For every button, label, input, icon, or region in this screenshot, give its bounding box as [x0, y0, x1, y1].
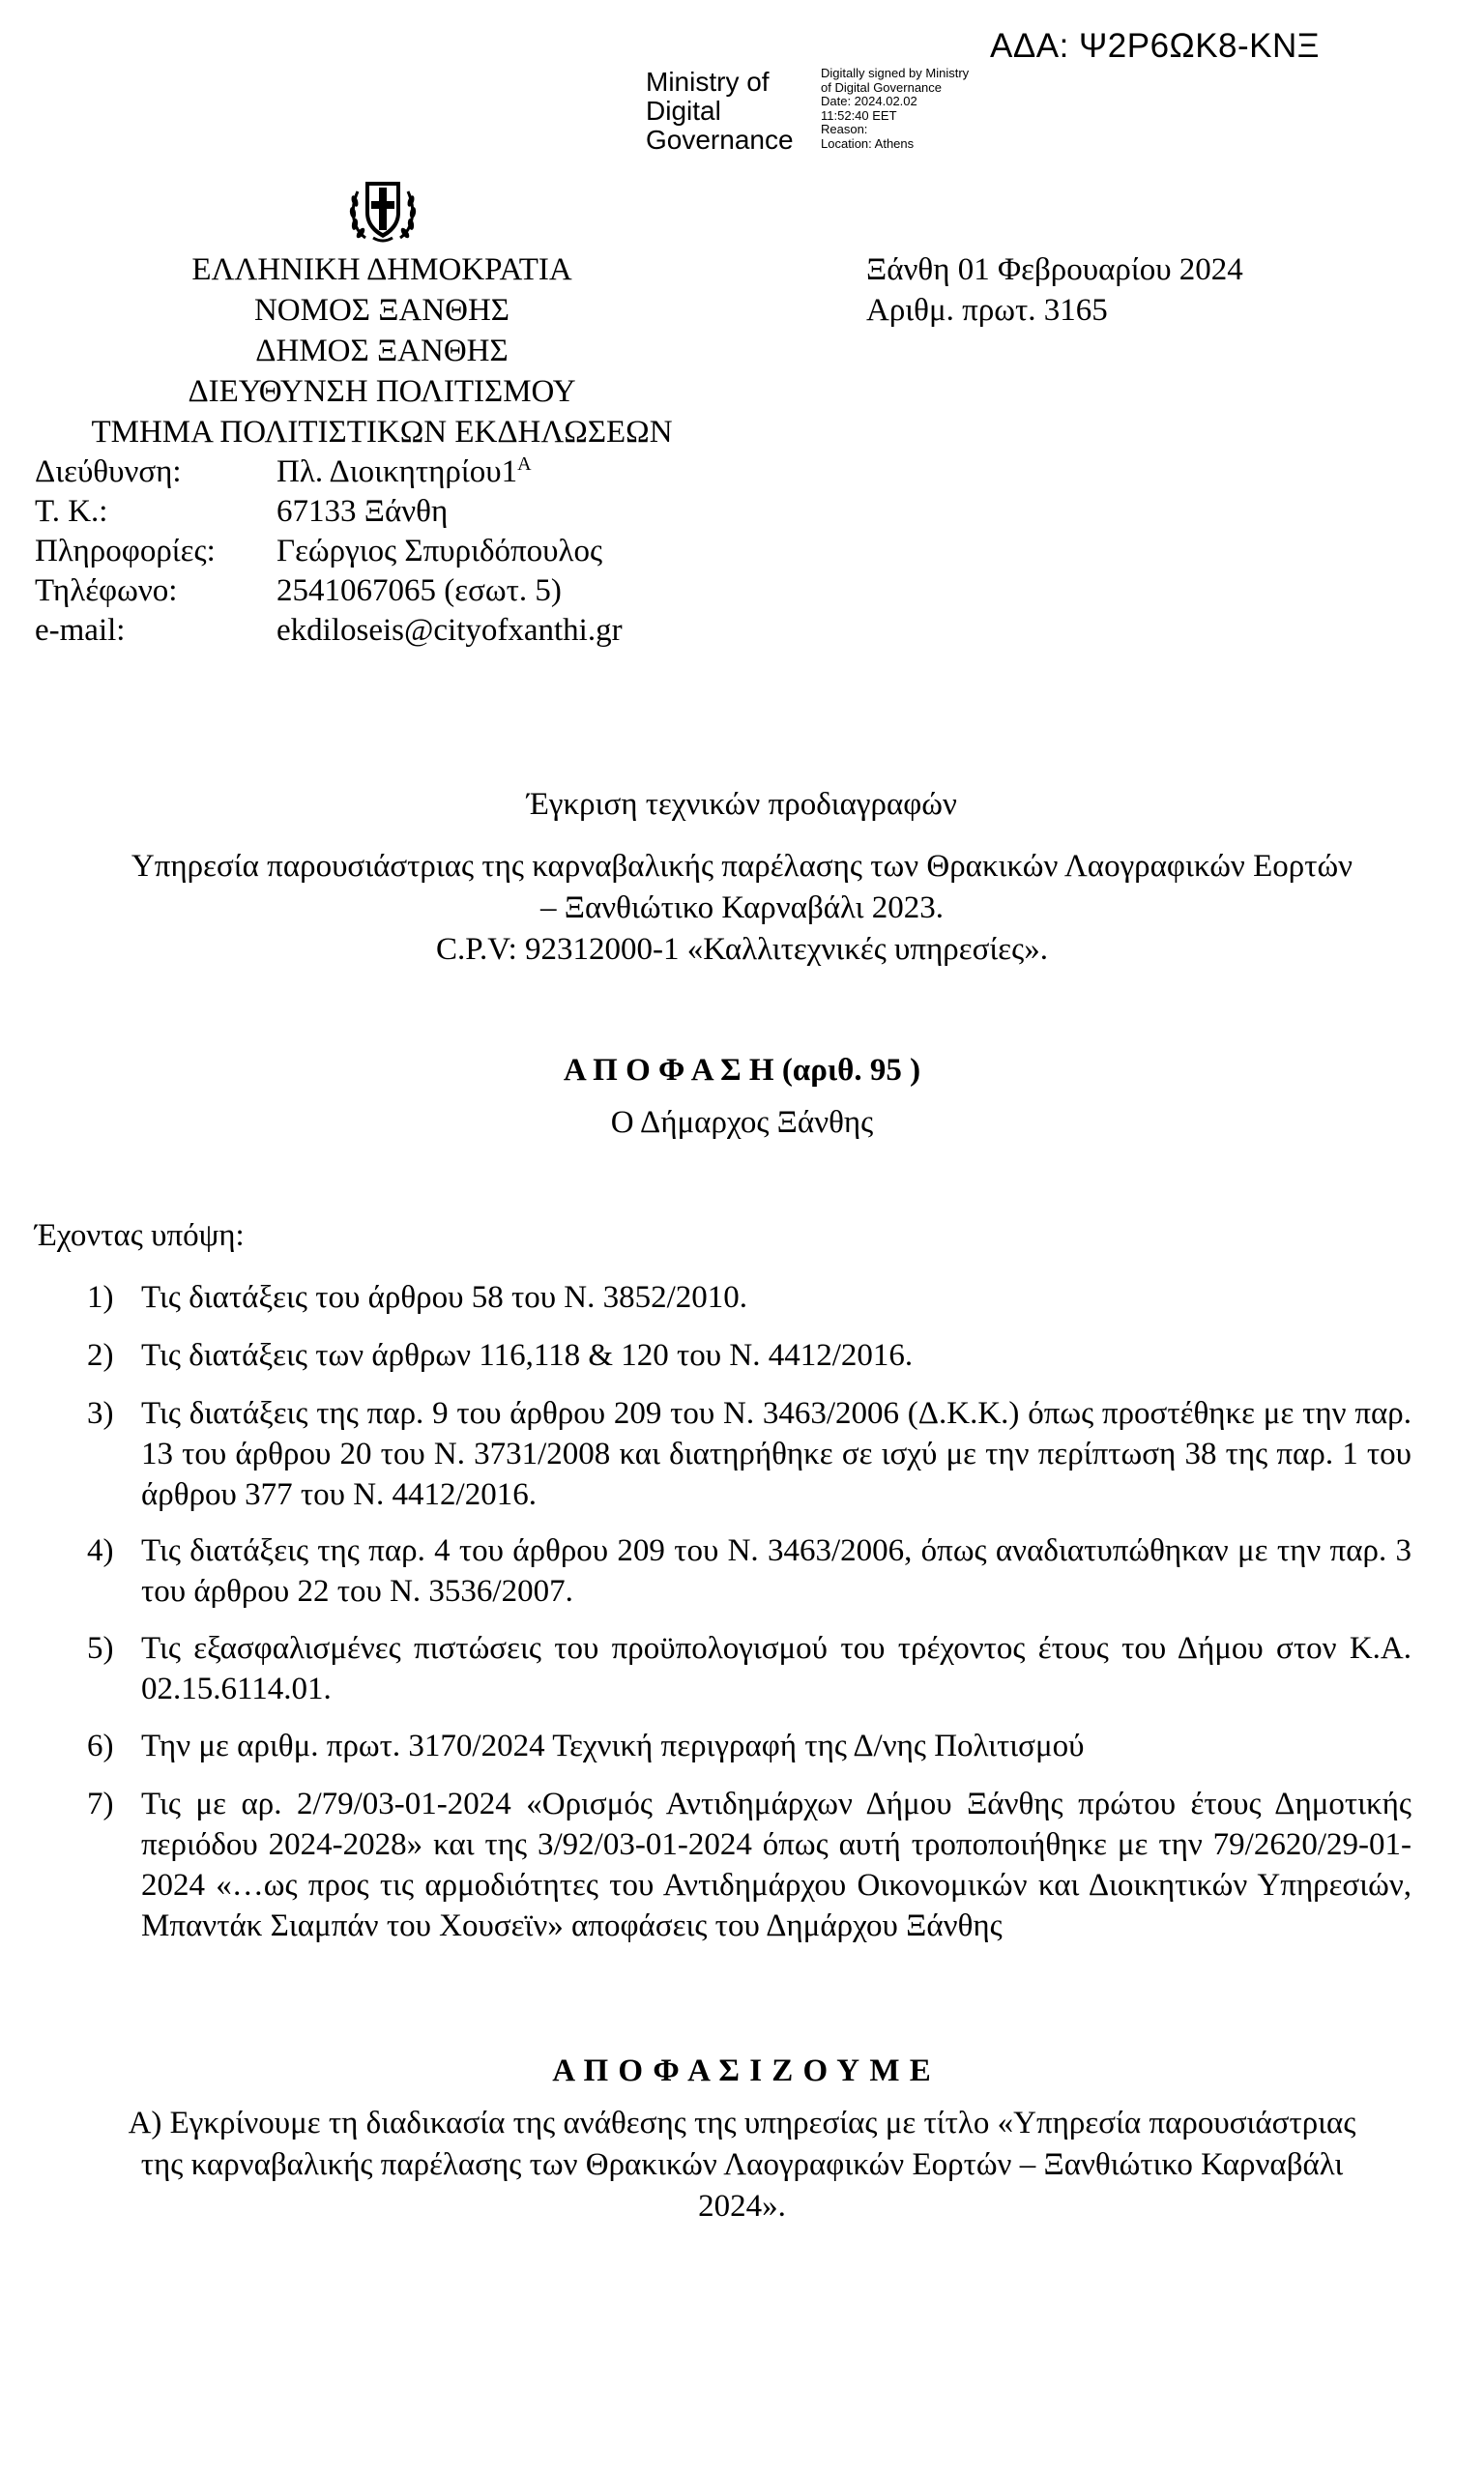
issuer-line: ΝΟΜΟΣ ΞΑΝΘΗΣ	[253, 293, 510, 328]
postal-label: Τ. Κ.:	[35, 494, 108, 529]
digital-signature-details: Digitally signed by Ministry of Digital Governance Date: 2024.02.02 11:52:40 EET Reason: Location: Athens	[821, 66, 970, 151]
subject-line: Υπηρεσία παρουσιάστριας της καρναβαλικής παρέλασης των Θρακικών Λαογραφικών Εορτών	[131, 849, 1353, 884]
resolution-line: 2024».	[698, 2189, 786, 2224]
phone-label: Τηλέφωνο:	[35, 573, 178, 608]
email-value: ekdiloseis@cityofxanthi.gr	[276, 613, 623, 648]
decision-subtitle: Ο Δήμαρχος Ξάνθης	[610, 1105, 874, 1140]
resolution-line: Α) Εγκρίνουμε τη διαδικασία της ανάθεσης της υπηρεσίας με τίτλο «Υπηρεσία παρουσιάστριας	[128, 2106, 1356, 2140]
list-item-text: Τις διατάξεις των άρθρων 116,118 & 120 του Ν. 4412/2016.	[141, 1338, 914, 1373]
postal-value: 67133 Ξάνθη	[276, 494, 449, 529]
decision-title: Α Π Ο Φ Α Σ Η (αριθ. 95 )	[563, 1053, 921, 1088]
protocol-number: Αριθμ. πρωτ. 3165	[866, 293, 1108, 328]
list-item	[87, 1393, 1411, 1515]
contact-row-address	[35, 452, 623, 492]
list-item	[87, 1628, 1411, 1709]
list-item-number: 1)	[87, 1280, 114, 1315]
address-label: Διεύθυνση:	[35, 454, 182, 489]
issuer-block	[0, 249, 764, 452]
contact-row-postal	[35, 492, 623, 532]
address-value: Πλ. $\Delta\iota o\iota\kappa\eta\tau\eta\rho ίo\upsilon 1^A$	[276, 453, 532, 489]
list-item	[87, 1335, 1411, 1376]
contact-row-phone	[35, 571, 623, 611]
document-date: Ξάνθη 01 Φεβρουαρίου 2024	[866, 252, 1243, 287]
list-item-number: 6)	[87, 1729, 114, 1763]
contact-row-info	[35, 532, 623, 571]
issuer-line: ΔΗΜΟΣ ΞΑΝΘΗΣ	[255, 334, 509, 368]
list-item-text: Τις με αρ. 2/79/03-01-2024 «Ορισμός Αντιδημάρχων Δήμου Ξάνθης πρώτου έτους Δημοτικής περιόδου 2024-2028» και της 3/92/03-01-2024 όπως αυτή τροποποιήθηκε με την 79/2620/29-01-2024 «…ως προς τις αρμοδιότητες του Αντιδημάρχου Οικονομικών και Διοικητικών Υπηρεσιών, Μπαντάκ Σιαμπάν του Χουσεϊν» αποφάσεις του Δημάρχου Ξάνθης	[141, 1787, 1411, 1943]
email-label: e-mail:	[35, 613, 126, 648]
cpv-line: C.P.V: 92312000-1 «Καλλιτεχνικές υπηρεσίες».	[436, 932, 1048, 967]
contact-details	[35, 452, 623, 651]
list-item	[87, 1784, 1411, 1946]
considering-intro: Έχοντας υπόψη:	[35, 1218, 245, 1253]
issuer-line: ΤΜΗΜΑ ΠΟΛΙΤΙΣΤΙΚΩΝ ΕΚΔΗΛΩΣΕΩΝ	[91, 415, 673, 450]
list-item-number: 3)	[87, 1396, 114, 1431]
issuer-line: ΕΛΛΗΝΙΚΗ ΔΗΜΟΚΡΑΤΙΑ	[191, 252, 572, 287]
list-item-number: 2)	[87, 1338, 114, 1373]
list-item-number: 5)	[87, 1631, 114, 1666]
resolution-title: Α Π Ο Φ Α Σ Ι Ζ Ο Υ Μ Ε	[552, 2053, 932, 2088]
subject-title: Έγκριση τεχνικών προδιαγραφών	[527, 787, 957, 822]
list-item-text: Τις διατάξεις της παρ. 4 του άρθρου 209 του Ν. 3463/2006, όπως αναδιατυπώθηκαν με την παρ. 3 του άρθρου 22 του Ν. 3536/2007.	[141, 1533, 1411, 1609]
ministry-signature-label: Ministry of Digital Governance	[646, 67, 794, 155]
info-value: Γεώργιος Σπυριδόπουλος	[276, 534, 603, 568]
list-item	[87, 1726, 1411, 1766]
phone-value: 2541067065 (εσωτ. 5)	[276, 573, 562, 608]
list-item-text: Τις διατάξεις της παρ. 9 του άρθρου 209 του Ν. 3463/2006 (Δ.Κ.Κ.) όπως προστέθηκε με την παρ. 13 του άρθρου 20 του Ν. 3731/2008 και διατηρήθηκε σε ισχύ με την περίπτωση 38 της παρ. 1 του άρθρου 377 του Ν. 4412/2016.	[141, 1396, 1411, 1512]
info-label: Πληροφορίες:	[35, 534, 216, 568]
list-item-text: Τις διατάξεις του άρθρου 58 του Ν. 3852/2010.	[141, 1280, 748, 1315]
list-item	[87, 1530, 1411, 1612]
ada-code: ΑΔΑ: Ψ2Ρ6ΩΚ8-ΚΝΞ	[990, 27, 1321, 65]
issuer-line: ΔΙΕΥΘΥΝΣΗ ΠΟΛΙΤΙΣΜΟΥ	[188, 374, 576, 409]
list-item-number: 7)	[87, 1787, 114, 1821]
list-item-text: Την με αριθμ. πρωτ. 3170/2024 Τεχνική περιγραφή της Δ/νης Πολιτισμού	[141, 1729, 1085, 1763]
list-item-text: Τις εξασφαλισμένες πιστώσεις του προϋπολογισμού του τρέχοντος έτους του Δήμου στον Κ.Α. 02.15.6114.01.	[141, 1631, 1411, 1706]
contact-row-email	[35, 611, 623, 651]
resolution-line: της καρναβαλικής παρέλασης των Θρακικών Λαογραφικών Εορτών – Ξανθιώτικο Καρναβάλι	[140, 2147, 1344, 2182]
list-item-number: 4)	[87, 1533, 114, 1568]
subject-line: – Ξανθιώτικο Καρναβάλι 2023.	[539, 890, 944, 925]
date-reference-block	[866, 249, 1243, 331]
list-item	[87, 1277, 1411, 1318]
greek-coat-of-arms-icon	[344, 172, 422, 249]
